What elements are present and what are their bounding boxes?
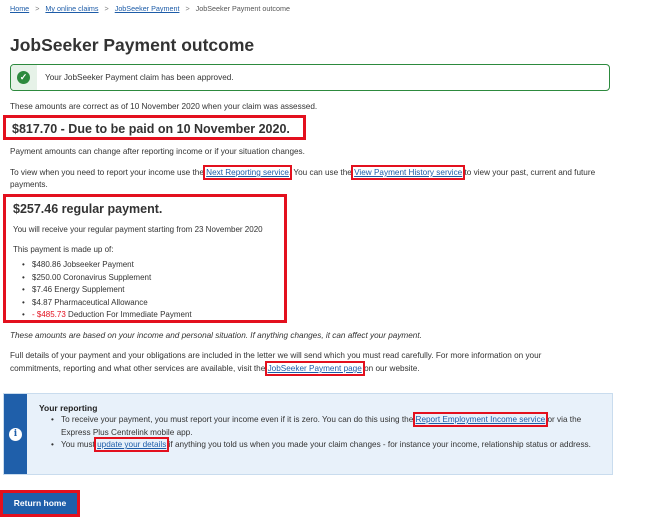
breadcrumb-separator: > [185,4,190,13]
breakdown-item [22,298,192,311]
return-home-button[interactable]: Return home [0,490,80,517]
success-message: Your JobSeeker Payment claim has been approved. [45,73,234,82]
success-banner [10,64,610,91]
info-icon: i [9,428,22,441]
view-text-part1: To view when you need to report your income use the [10,168,207,177]
breakdown-label: Pharmaceutical Allowance [52,297,148,307]
details-line2 [10,363,420,374]
regular-payment-highlight [3,194,287,323]
deduction-label: Deduction For Immediate Payment [65,310,192,320]
success-banner-strip [11,65,37,90]
breakdown-amount: $7.46 [32,285,53,295]
breakdown-amount: $250.00 [32,272,61,282]
jobseeker-payment-page-link[interactable]: JobSeeker Payment page [267,364,362,373]
payment-breakdown-list [22,260,192,323]
reporting-item [49,439,609,452]
update-your-details-link[interactable]: update your details [97,440,167,450]
assessed-note: These amounts are correct as of 10 November 2020 when your claim was assessed. [10,102,318,111]
breakdown-item [22,260,192,273]
deduction-amount: - $485.73 [32,310,66,320]
reporting-item2-part1: You must [61,440,98,450]
due-amount: $817.70 - Due to be paid on 10 November 2020. [12,122,290,136]
view-text-part3: to view your past, current and future [462,168,596,177]
change-note: Payment amounts can change after reporting income or if your situation changes. [10,147,305,156]
details-line2-part1: commitments, reporting and what other services are available, visit the [10,364,268,373]
page-title: JobSeeker Payment outcome [10,35,255,55]
breadcrumb-separator: > [104,4,109,13]
breadcrumb-current: JobSeeker Payment outcome [195,4,290,13]
breakdown-label: Jobseeker Payment [60,260,134,269]
breadcrumb-home[interactable]: Home [10,4,30,13]
breadcrumb [10,4,290,14]
breakdown-deduction [22,310,192,323]
info-strip [4,394,27,474]
breakdown-amount: $4.87 [32,297,53,307]
reporting-item1-part2: or via the Express Plus Centrelink mobile app. [61,415,582,437]
report-employment-income-link[interactable]: Report Employment Income service [415,415,546,424]
breadcrumb-jobseeker-payment[interactable]: JobSeeker Payment [114,4,180,13]
reporting-list [49,414,609,452]
reporting-info-panel [3,393,613,475]
regular-start-note: You will receive your regular payment starting from 23 November 2020 [13,225,263,234]
breadcrumb-my-online-claims[interactable]: My online claims [45,4,99,13]
made-up-label: This payment is made up of: [13,245,114,254]
view-payment-history-link[interactable]: View Payment History service [354,168,463,177]
details-line1: Full details of your payment and your obligations are included in the letter we will send which you must read carefully. For more information on your [10,351,542,360]
regular-payment-title: $257.46 regular payment. [13,202,163,216]
view-services-text [10,167,595,178]
breakdown-item [22,273,192,286]
reporting-item2-part2: if anything you told us when you made your claim changes - for instance your income, relationship status or address. [166,440,591,450]
view-text-line2: payments. [10,180,48,189]
breakdown-amount: $480.86 [32,260,61,269]
reporting-item1-part1: To receive your payment, you must report your income even if it is zero. You can do this using the [61,415,416,424]
details-line2-part2: on our website. [361,364,420,373]
check-circle-icon: ✓ [17,71,30,84]
reporting-item [49,414,609,439]
breakdown-item [22,285,192,298]
next-reporting-link[interactable]: Next Reporting service [206,168,289,177]
breadcrumb-separator: > [35,4,40,13]
reporting-title: Your reporting [39,403,98,413]
due-amount-highlight [3,115,306,140]
based-note: These amounts are based on your income and personal situation. If anything changes, it can affect your payment. [10,331,422,340]
breakdown-label: Energy Supplement [52,285,125,295]
view-text-part2: . You can use the [288,168,355,177]
breakdown-label: Coronavirus Supplement [60,272,152,282]
